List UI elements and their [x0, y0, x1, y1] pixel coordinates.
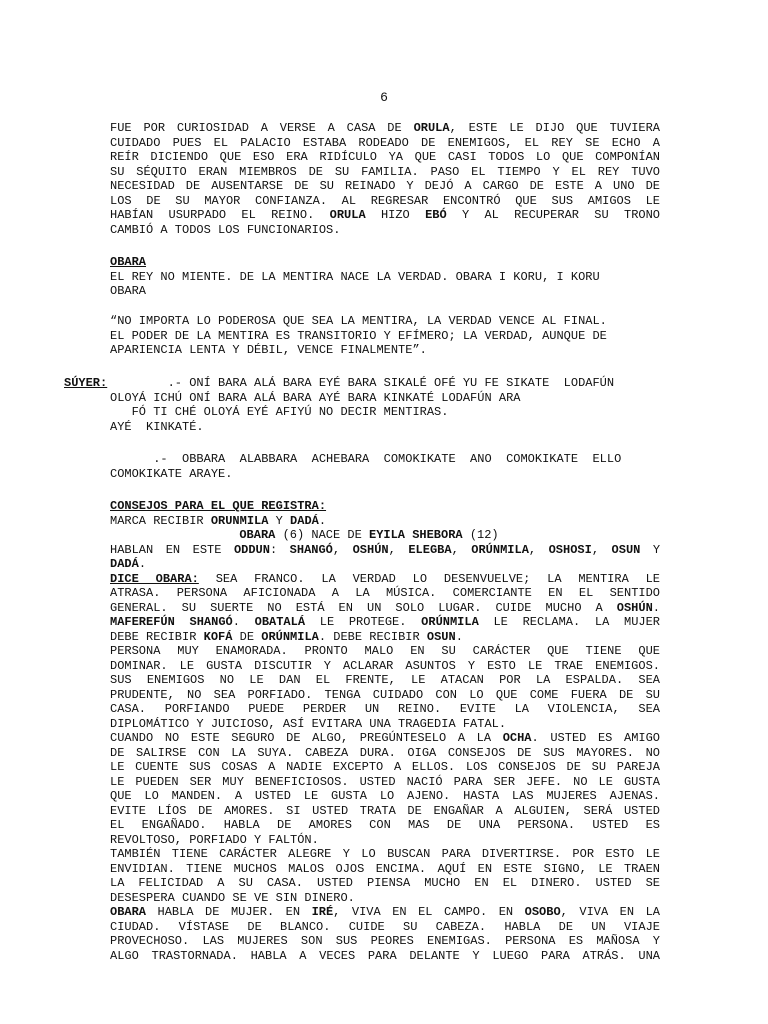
dice-line: DEBE RECIBIR KOFÁ DE ORÚNMILA. DEBE RECIBIR OSUN.	[110, 629, 463, 644]
dice-line: ATRASA. PERSONA AFICIONADA A LA MÚSICA. COMERCIANTE EN EL SENTIDO	[110, 586, 660, 600]
dice-line: DICE OBARA: SEA FRANCO. LA VERDAD LO DESENVUELVE; LA MENTIRA LE	[110, 571, 661, 586]
intro-line: SU SÉQUITO ERAN MIEMBROS DE SU FAMILIA. PASO EL TIEMPO Y EL REY TUVO	[110, 164, 660, 179]
consejos-section	[110, 499, 660, 963]
dice-line: CASA. PORFIANDO PUEDE PERDER UN REINO. EVITE LA VIOLENCIA, SEA	[110, 702, 660, 716]
obara-line: EL REY NO MIENTE. DE LA MENTIRA NACE LA VERDAD. OBARA I KORU, I KORU	[110, 269, 600, 284]
dice-line: TAMBIÉN TIENE CARÁCTER ALEGRE Y LO BUSCAN PARA DIVERTIRSE. POR ESTO LE	[110, 847, 660, 861]
dice-line: OBARA HABLA DE MUJER. EN IRÉ, VIVA EN EL CAMPO. EN OSOBO, VIVA EN LA	[110, 905, 660, 919]
suyer-line: .- ONÍ BARA ALÁ BARA EYÉ BARA SIKALÉ OFÉ YU FE SIKATE LODAFÚN	[110, 376, 615, 390]
obbara-text	[110, 452, 660, 481]
dice-line: QUE LO MANDEN. A USTED LE GUSTA LO AJENO. HASTA LAS MUJERES AJENAS.	[110, 789, 660, 803]
intro-line: LOS DE SU MAYOR CONFIANZA. AL REGRESAR ENCONTRÓ QUE SUS AMIGOS LE	[110, 193, 660, 208]
dice-line: PERSONA MUY ENAMORADA. PRONTO MALO EN SU CARÁCTER QUE TIENE QUE	[110, 644, 660, 658]
dice-line: DIPLOMÁTICO Y JUICIOSO, ASÍ EVITARA UNA TRAGEDIA FATAL.	[110, 716, 507, 731]
dice-line: PRUDENTE, NO SEA PORFIADO. TENGA CUIDADO CON LO QUE COME FUERA DE SU	[110, 687, 660, 702]
dice-line: LE PUEDEN SER MUY BENEFICIOSOS. USTED NACIÓ PARA SER JEFE. NO LE GUSTA	[110, 774, 660, 789]
obara-heading: OBARA	[110, 255, 147, 269]
intro-line: CAMBIÓ A TODOS LOS FUNCIONARIOS.	[110, 222, 341, 237]
hablan-lines	[110, 543, 660, 572]
dice-line: EL ENGAÑADO. HABLA DE AMORES CON MAS DE UNA PERSONA. USTED ES	[110, 818, 660, 832]
marca-text: MARCA RECIBIR ORUNMILA Y DADÁ.	[110, 513, 327, 528]
dice-line: LA FELICIDAD A SU CASA. USTED PIENSA MUCHO EN EL DINERO. USTED SE	[110, 876, 660, 890]
suyer-label: SÚYER:	[64, 376, 108, 390]
obara-section	[110, 255, 660, 299]
nace-line	[110, 528, 660, 543]
consejos-heading: CONSEJOS PARA EL QUE REGISTRA:	[110, 499, 327, 513]
dice-line: EVITE LÍOS DE AMORES. SI USTED TRATA DE ENGAÑAR A ALGUIEN, SERÁ USTED	[110, 803, 660, 818]
hablan-line: DADÁ.	[110, 557, 147, 571]
dice-obara-text	[110, 572, 660, 964]
obbara-line: COMOKIKATE ARAYE.	[110, 466, 233, 481]
quote-line: EL PODER DE LA MENTIRA ES TRANSITORIO Y EFÍMERO; LA VERDAD, AUNQUE DE	[110, 328, 607, 343]
nace-text: OBARA (6) NACE DE EYILA SHEBORA (12)	[239, 528, 499, 542]
dice-line: CUANDO NO ESTE SEGURO DE ALGO, PREGÚNTESELO A LA OCHA. USTED ES AMIGO	[110, 731, 661, 745]
hablan-line: HABLAN EN ESTE ODDUN: SHANGÓ, OSHÚN, ELEGBA, ORÚNMILA, OSHOSI, OSUN Y	[110, 542, 661, 557]
dice-line: DESESPERA CUANDO SE VE SIN DINERO.	[110, 890, 355, 905]
dice-line: GENERAL. SU SUERTE NO ESTÁ EN UN SOLO LUGAR. CUIDE MUCHO A OSHÚN.	[110, 600, 660, 615]
page-number: 6	[380, 90, 388, 105]
suyer-text	[110, 376, 660, 434]
dice-line: LE CUENTE SUS COSAS A NADIE EXCEPTO A ELLOS. LOS CONSEJOS DE SU PAREJA	[110, 760, 660, 774]
quote-paragraph	[110, 314, 660, 358]
dice-line: SUS ENEMIGOS NO LE DAN EL FRENTE, LE ATACAN POR LA ESPALDA. SEA	[110, 673, 660, 687]
obara-line: OBARA	[110, 284, 147, 298]
quote-line: “NO IMPORTA LO PODEROSA QUE SEA LA MENTIRA, LA VERDAD VENCE AL FINAL.	[110, 314, 607, 328]
dice-line: PROVECHOSO. LAS MUJERES SON SUS PEORES ENEMIGAS. PERSONA ES MAÑOSA Y	[110, 934, 660, 948]
marca-line	[110, 514, 660, 529]
dice-line: MAFEREFÚN SHANGÓ. OBATALÁ LE PROTEGE. ORÚNMILA LE RECLAMA. LA MUJER	[110, 615, 660, 629]
dice-line: ENVIDIAN. TIENE MUCHOS MALOS OJOS ENCIMA. AQUÍ EN ESTE SIGNO, LE TRAEN	[110, 861, 660, 876]
intro-line: HABÍAN USURPADO EL REINO. ORULA HIZO EBÓ Y AL RECUPERAR SU TRONO	[110, 208, 660, 222]
intro-line: FUE POR CURIOSIDAD A VERSE A CASA DE ORULA, ESTE LE DIJO QUE TUVIERA	[110, 121, 660, 135]
obara-text	[110, 270, 660, 299]
intro-line: REÍR DICIENDO QUE ESO ERA RIDÍCULO YA QUE CASI TODOS LO QUE COMPONÍAN	[110, 150, 660, 164]
intro-line: NECESIDAD DE AUSENTARSE DE SU REINADO Y DEJÓ A CARGO DE ESTE A UNO DE	[110, 179, 660, 193]
dice-line: DE SALIRSE CON LA SUYA. CABEZA DURA. OIGA CONSEJOS DE SUS MAYORES. NO	[110, 745, 660, 760]
dice-line: DOMINAR. LE GUSTA DISCUTIR Y ACLARAR ASUNTOS Y ESTO LE TRAE ENEMIGOS.	[110, 658, 660, 673]
suyer-line: FÓ TI CHÉ OLOYÁ EYÉ AFIYÚ NO DECIR MENTIRAS.	[110, 405, 449, 419]
obbara-line: .- OBBARA ALABBARA ACHEBARA COMOKIKATE ANO COMOKIKATE ELLO	[110, 452, 622, 466]
dice-line: ALGO TRASTORNADA. HABLA A VECES PARA DELANTE Y LUEGO PARA ATRÁS. UNA	[110, 948, 660, 963]
dice-line: CIUDAD. VÍSTASE DE BLANCO. CUIDE SU CABEZA. HABLA DE UN VIAJE	[110, 919, 660, 934]
dice-line: REVOLTOSO, PORFIADO Y FALTÓN.	[110, 832, 319, 847]
suyer-line: OLOYÁ ICHÚ ONÍ BARA ALÁ BARA AYÉ BARA KINKATÉ LODAFÚN ARA	[110, 390, 521, 405]
suyer-line: AYÉ KINKATÉ.	[110, 419, 204, 434]
intro-paragraph	[110, 121, 660, 237]
quote-line: APARIENCIA LENTA Y DÉBIL, VENCE FINALMENTE”.	[110, 343, 427, 357]
intro-line: CUIDADO PUES EL PALACIO ESTABA RODEADO DE ENEMIGOS, EL REY SE ECHO A	[110, 135, 660, 150]
